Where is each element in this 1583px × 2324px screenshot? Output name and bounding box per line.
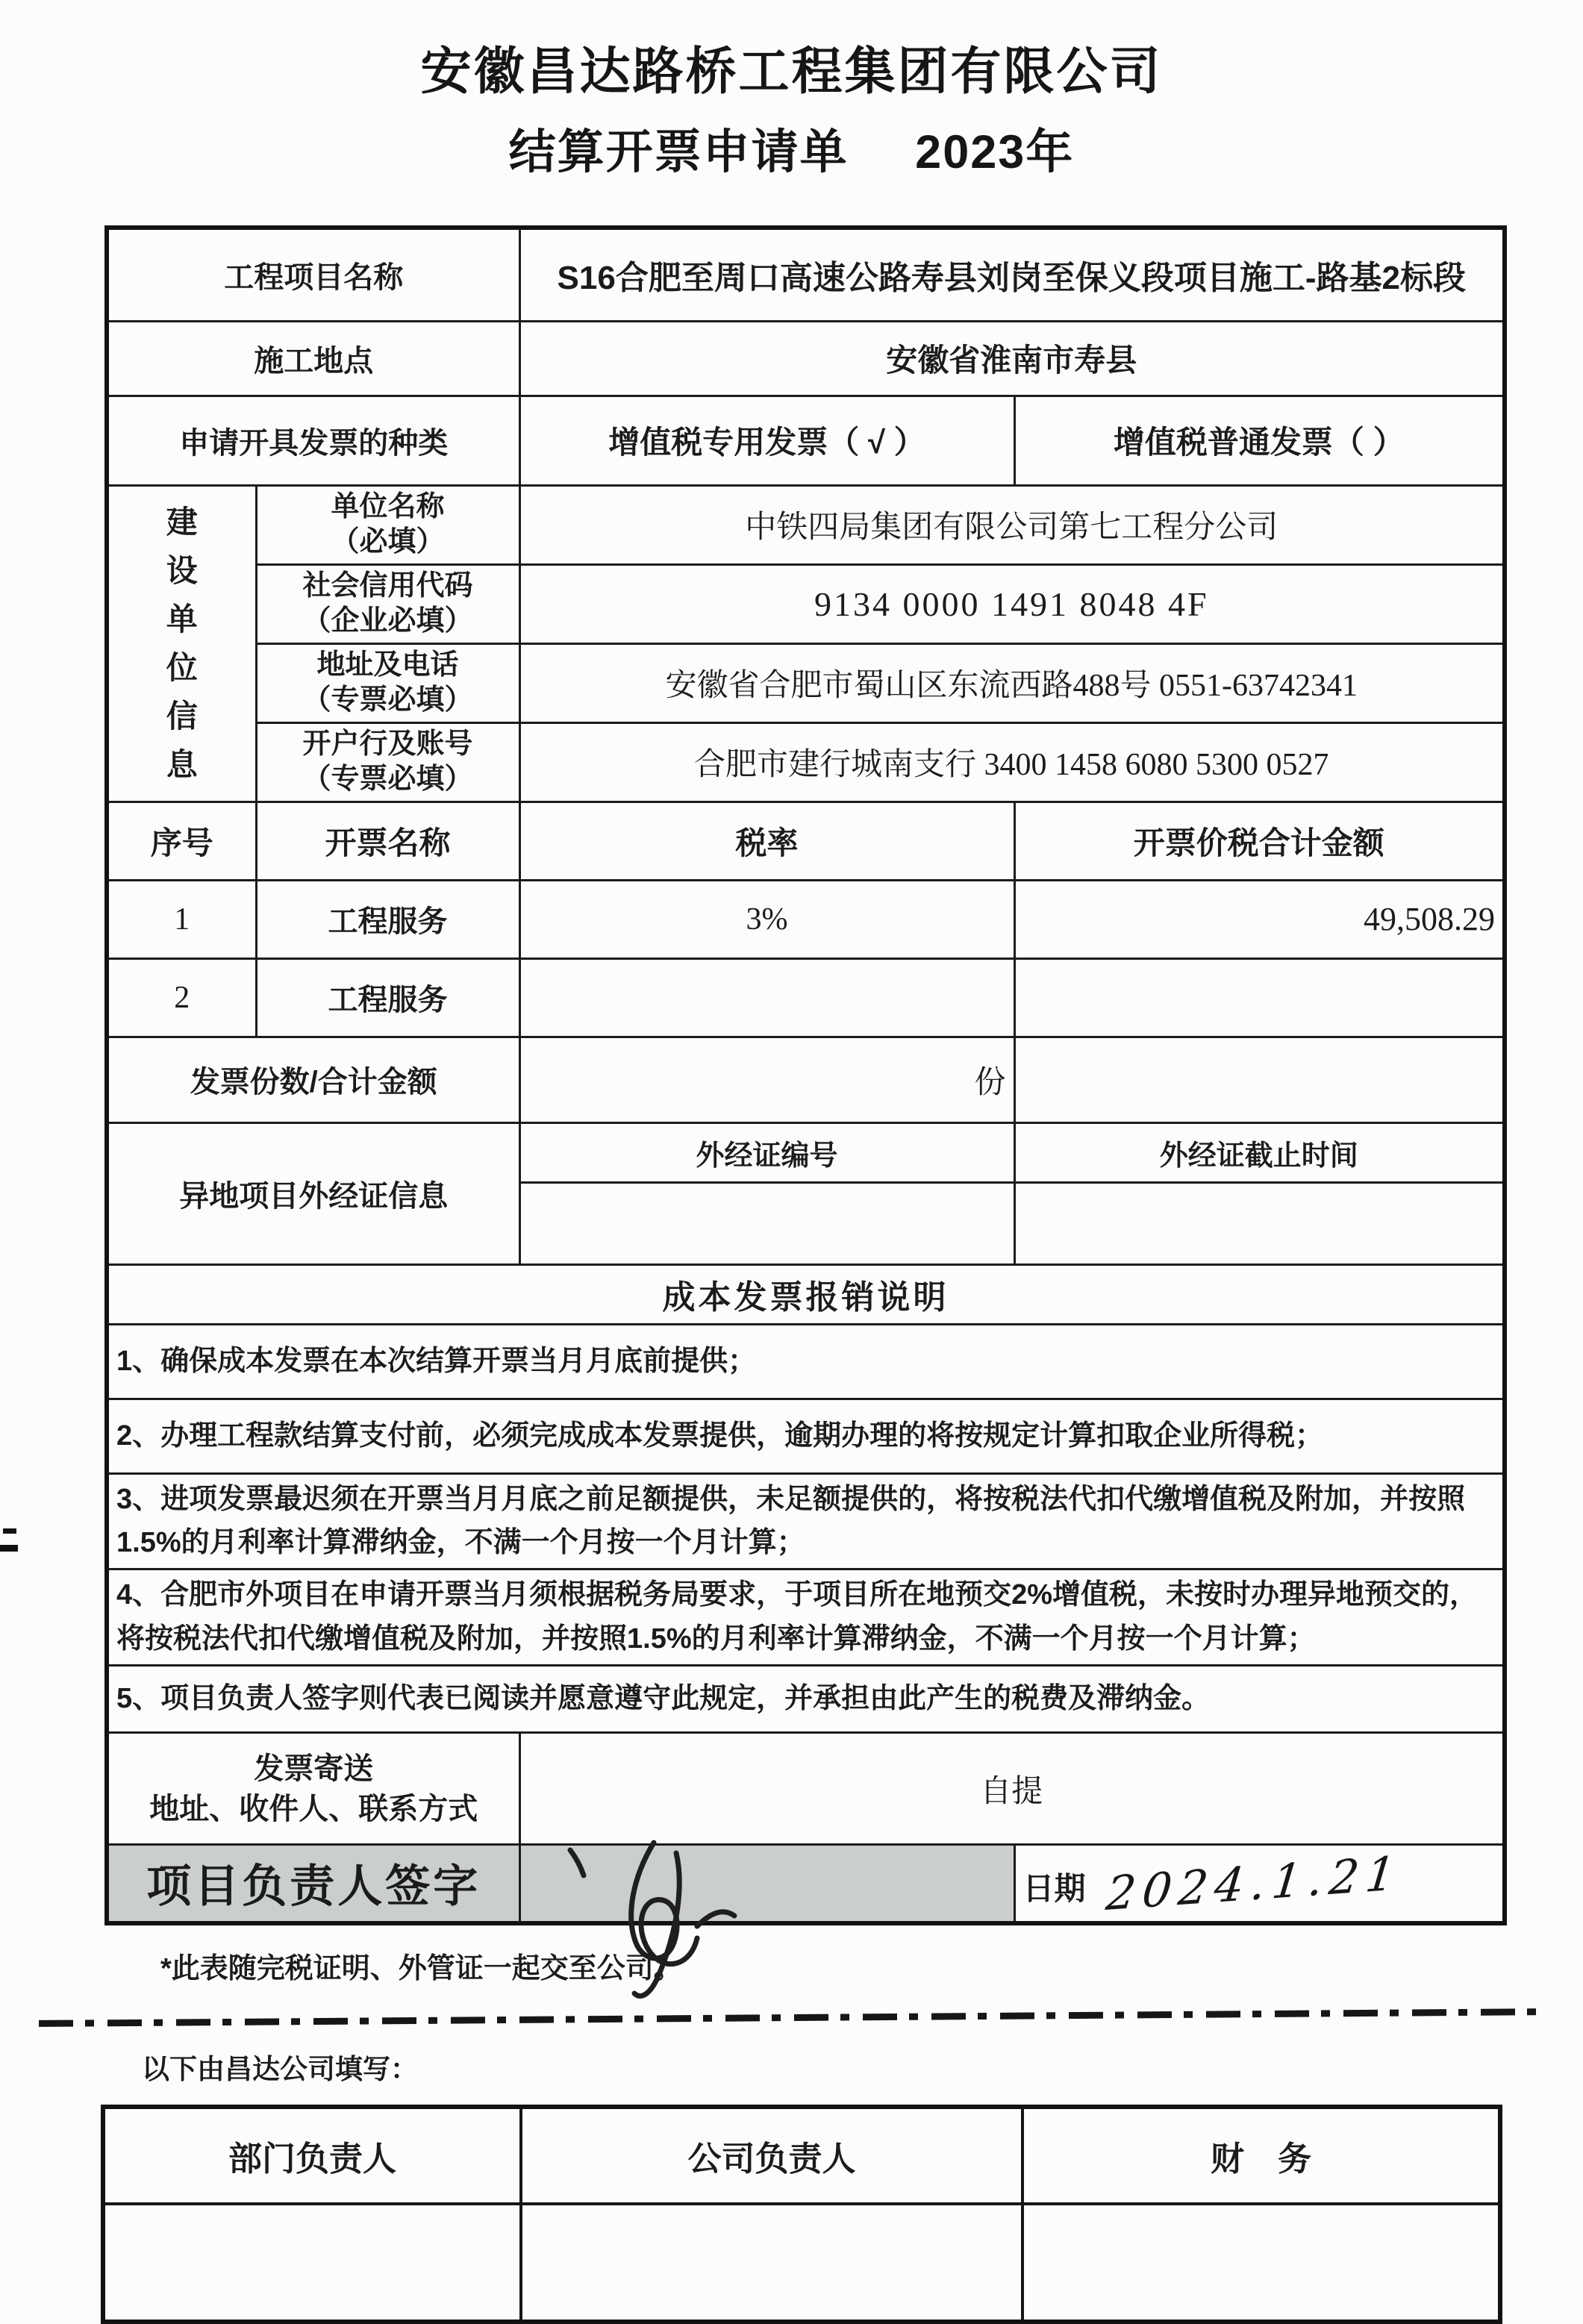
- row-note-3: [107, 1473, 1505, 1569]
- vertical-char: 息: [166, 747, 198, 783]
- row-item-2: [107, 958, 1505, 1037]
- item-2-name: 工程服务: [256, 958, 519, 1037]
- waijing-label: 异地项目外经证信息: [107, 1122, 519, 1264]
- dept-manager-header: 部门负责人: [103, 2107, 521, 2204]
- item-1-name: 工程服务: [256, 880, 519, 958]
- company-manager-cell-empty: [521, 2204, 1022, 2322]
- signature-label: 项目负责人签字: [107, 1845, 519, 1923]
- row-construction-site: [107, 321, 1505, 396]
- form-title-text: 结算开票申请单: [508, 126, 849, 178]
- signature-cell: [519, 1845, 1014, 1923]
- waijing-deadline-value-empty: [1014, 1182, 1505, 1264]
- row-owner-credit-code: [107, 564, 1505, 643]
- waijing-no-value-empty: [519, 1182, 1014, 1264]
- company-title: 安徽昌达路桥工程集团有限公司: [420, 43, 1163, 100]
- item-1-no: 1: [107, 880, 256, 958]
- signature-date-cell: [1014, 1845, 1505, 1923]
- note-4: 4、合肥市外项目在申请开票当月须根据税务局要求，于项目所在地预交2%增值税，未按时办理异地预交的，将按税法代扣代缴增值税及附加，并按照1.5%的月利率计算滞纳金，不满一个月按一个月计算；: [107, 1569, 1505, 1666]
- row-owner-address-phone: [107, 643, 1505, 722]
- items-header-rate: 税率: [519, 802, 1014, 880]
- row-note-1: [107, 1324, 1505, 1399]
- items-header-name: 开票名称: [256, 802, 519, 880]
- item-2-amount: [1014, 958, 1505, 1037]
- bank-account-label: [256, 722, 519, 802]
- row-note-5: [107, 1666, 1505, 1733]
- address-phone-label-line2: （专票必填）: [302, 684, 473, 716]
- waijing-no-header: 外经证编号: [519, 1122, 1014, 1182]
- form-year: 2023年: [915, 126, 1075, 178]
- item-1-rate: 3%: [519, 880, 1014, 958]
- invoice-type-special-option: 增值税专用发票（ √ ）: [519, 396, 1014, 485]
- item-2-rate: [519, 958, 1014, 1037]
- invoice-type-general-option: 增值税普通发票（ ）: [1014, 396, 1505, 485]
- waijing-deadline-header: 外经证截止时间: [1014, 1122, 1505, 1182]
- unit-name-label-line1: 单位名称: [331, 490, 445, 522]
- approval-table: [101, 2105, 1502, 2324]
- construction-site-label: 施工地点: [107, 321, 519, 396]
- credit-code-label: [256, 564, 519, 643]
- row-delivery: [107, 1733, 1505, 1845]
- vertical-char: 位: [166, 650, 198, 685]
- credit-code-value: 9134 0000 1491 8048 4F: [519, 564, 1505, 643]
- row-items-header: [107, 802, 1505, 880]
- unit-name-label-line2: （必填）: [331, 526, 445, 557]
- invoice-count-label: 发票份数/合计金额: [107, 1037, 519, 1122]
- bank-account-label-line2: （专票必填）: [302, 763, 473, 795]
- vertical-char: 设: [166, 552, 198, 588]
- construction-site-value: 安徽省淮南市寿县: [519, 321, 1505, 396]
- handwritten-date: 2024.1.21: [1103, 1845, 1405, 1922]
- delivery-label-line1: 发票寄送: [254, 1752, 374, 1785]
- date-label: 日期: [1022, 1870, 1086, 1906]
- items-header-no: 序号: [107, 802, 256, 880]
- row-owner-unit-name: [107, 485, 1505, 564]
- row-note-2: [107, 1399, 1505, 1473]
- delivery-label: [107, 1733, 519, 1845]
- vertical-char: 建: [166, 504, 198, 540]
- row-project-name: [107, 228, 1505, 321]
- vertical-char: 信: [166, 699, 198, 734]
- company-manager-header: 公司负责人: [521, 2107, 1022, 2204]
- finance-header: 财 务: [1022, 2107, 1500, 2204]
- row-item-1: [107, 880, 1505, 958]
- delivery-value: 自提: [519, 1733, 1505, 1845]
- note-3: 3、进项发票最迟须在开票当月月底之前足额提供，未足额提供的，将按税法代扣代缴增值税及附加，并按照1.5%的月利率计算滞纳金，不满一个月按一个月计算；: [107, 1473, 1505, 1569]
- item-1-amount: 49,508.29: [1014, 880, 1505, 958]
- project-name-label: 工程项目名称: [107, 228, 519, 321]
- row-invoice-type: [107, 396, 1505, 485]
- items-header-amount: 开票价税合计金额: [1014, 802, 1505, 880]
- invoice-count-amount-empty: [1014, 1037, 1505, 1122]
- dashed-separator: [39, 2008, 1545, 2027]
- row-note-4: [107, 1569, 1505, 1666]
- footnote: *此表随完税证明、外管证一起交至公司。: [160, 1952, 682, 1984]
- invoice-count-unit: 份: [519, 1037, 1014, 1122]
- vertical-char: 单: [166, 601, 198, 637]
- credit-code-label-line2: （企业必填）: [302, 605, 473, 637]
- approval-header-row: [103, 2107, 1500, 2204]
- document-header: [0, 0, 1583, 182]
- notes-header: 成本发票报销说明: [107, 1264, 1505, 1324]
- application-form-table: [104, 225, 1507, 1925]
- row-notes-header: [107, 1264, 1505, 1324]
- note-5: 5、项目负责人签字则代表已阅读并愿意遵守此规定，并承担由此产生的税费及滞纳金。: [107, 1666, 1505, 1733]
- owner-info-vertical-label: [107, 485, 256, 802]
- note-1: 1、确保成本发票在本次结算开票当月月底前提供；: [107, 1324, 1505, 1399]
- credit-code-label-line1: 社会信用代码: [302, 569, 473, 602]
- row-signature: [107, 1845, 1505, 1923]
- item-2-no: 2: [107, 958, 256, 1037]
- address-phone-value: 安徽省合肥市蜀山区东流西路488号 0551-63742341: [519, 643, 1505, 722]
- dept-manager-cell-empty: [103, 2204, 521, 2322]
- scan-artifact-mark: [0, 1528, 22, 1563]
- row-waijing-header: [107, 1122, 1505, 1182]
- form-title: [0, 114, 1583, 182]
- row-invoice-count: [107, 1037, 1505, 1122]
- note-2: 2、办理工程款结算支付前，必须完成成本发票提供，逾期办理的将按规定计算扣取企业所得税；: [107, 1399, 1505, 1473]
- address-phone-label: [256, 643, 519, 722]
- unit-name-value: 中铁四局集团有限公司第七工程分公司: [519, 485, 1505, 564]
- unit-name-label: [256, 485, 519, 564]
- delivery-label-line2: 地址、收件人、联系方式: [149, 1792, 478, 1825]
- finance-cell-empty: [1022, 2204, 1500, 2322]
- company-fill-note: 以下由昌达公司填写：: [142, 2053, 418, 2084]
- row-owner-bank-account: [107, 722, 1505, 802]
- project-manager-signature: [558, 1837, 812, 2008]
- bank-account-value: 合肥市建行城南支行 3400 1458 6080 5300 0527: [519, 722, 1505, 802]
- bank-account-label-line1: 开户行及账号: [302, 728, 473, 760]
- address-phone-label-line1: 地址及电话: [316, 649, 459, 681]
- project-name-value: S16合肥至周口高速公路寿县刘岗至保义段项目施工-路基2标段: [519, 228, 1505, 321]
- invoice-type-label: 申请开具发票的种类: [107, 396, 519, 485]
- approval-empty-row: [103, 2204, 1500, 2322]
